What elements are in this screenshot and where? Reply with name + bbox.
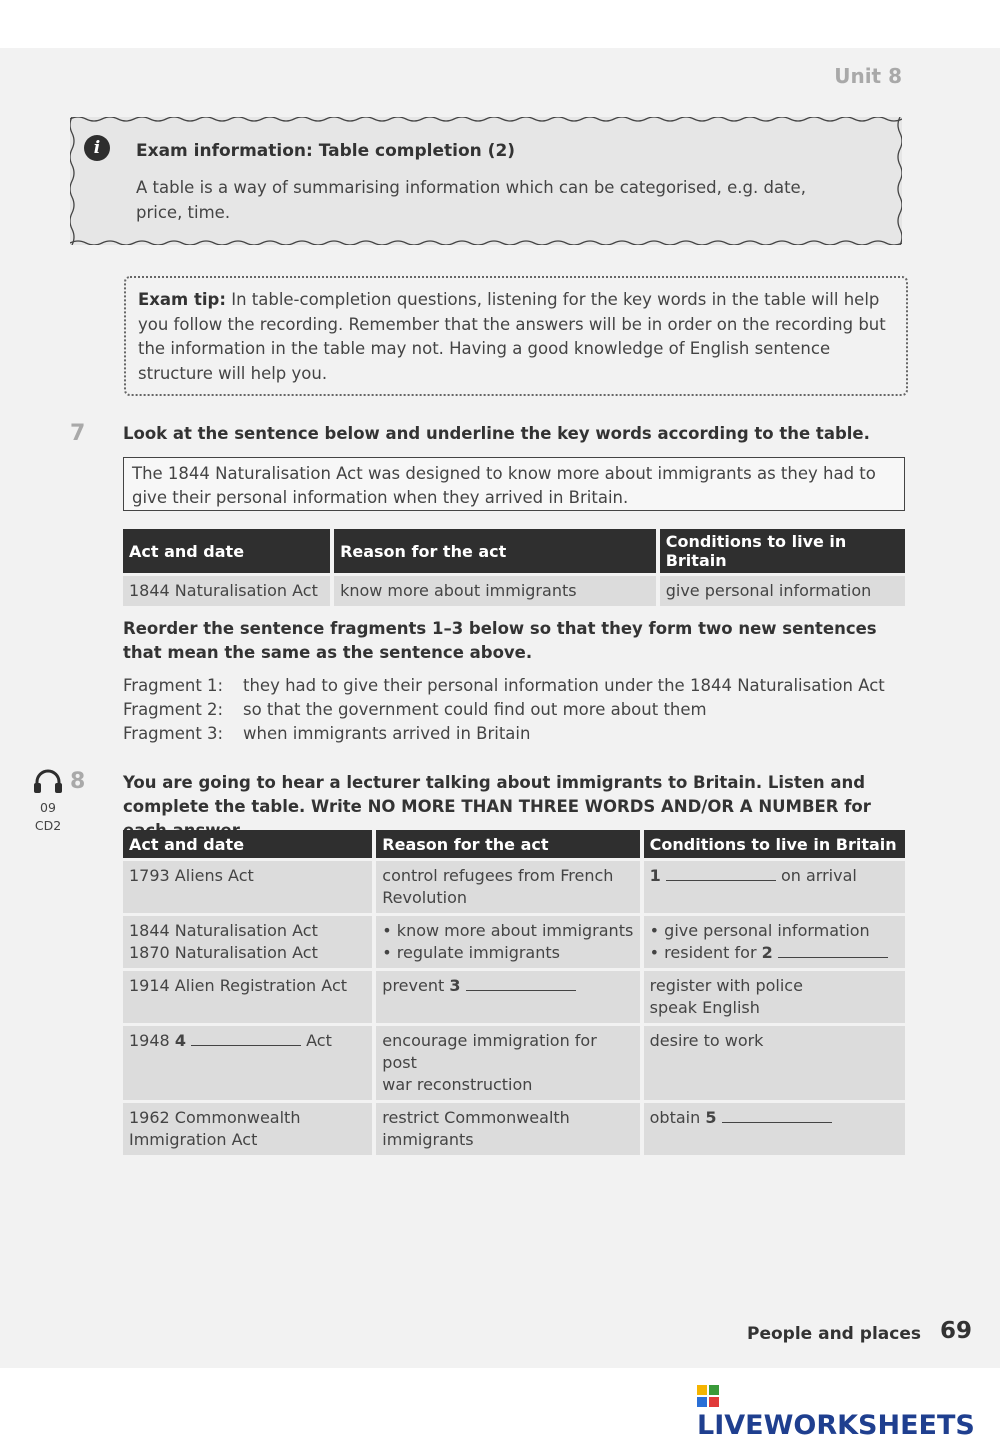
gap-number-1: 1 xyxy=(649,866,661,885)
table-row xyxy=(123,573,905,606)
gap-number-4: 4 xyxy=(174,1031,186,1050)
example-sentence-box: The 1844 Naturalisation Act was designed to know more about immigrants as they had to give their personal information when they arrived in Britain. xyxy=(123,457,905,511)
question-8-instruction: You are going to hear a lecturer talking about immigrants to Britain. Listen and complete the table. Write NO MORE THAN THREE WORDS AND/OR A NUMBER for xyxy=(123,773,871,816)
cd-label: CD2 xyxy=(34,818,62,833)
audio-track[interactable] xyxy=(28,768,68,835)
cell-conditions xyxy=(644,913,905,968)
q8-header-act: Act and date xyxy=(123,830,372,858)
cell-act xyxy=(123,913,372,968)
act-text: 1962 Commonwealth xyxy=(129,1108,301,1127)
question-7-instruction: Look at the sentence below and underline the key words according to the table. xyxy=(123,424,870,443)
liveworksheets-brand[interactable] xyxy=(697,1379,1000,1441)
fragment-2-text: so that the government could find out more about them xyxy=(243,700,707,719)
cell-act xyxy=(123,1023,372,1100)
answer-blank-4[interactable] xyxy=(191,1031,301,1046)
fragment-3 xyxy=(123,722,530,746)
cell-reason xyxy=(376,858,639,913)
exam-info-title: Exam information: Table completion (2) xyxy=(136,141,516,161)
table-row xyxy=(123,858,905,913)
cell-act xyxy=(123,858,372,913)
table-row xyxy=(123,913,905,968)
cell-conditions xyxy=(644,1023,905,1100)
question-8-number: 8 xyxy=(70,769,86,794)
reorder-instruction: Reorder the sentence fragments 1–3 below so that they form two new sentences that mean the same as the sentence above. xyxy=(123,619,877,662)
exam-tip-label: Exam tip: xyxy=(138,290,226,309)
answer-blank-5[interactable] xyxy=(722,1108,832,1123)
liveworksheets-logo-icon xyxy=(697,1385,719,1407)
table-row xyxy=(123,1023,905,1100)
reason-text: control refugees from French xyxy=(382,866,614,885)
track-number: 09 xyxy=(40,800,56,815)
q7-header-reason: Reason for the act xyxy=(334,529,656,573)
conditions-text: register with police xyxy=(649,976,803,995)
q8-header-conditions: Conditions to live in Britain xyxy=(644,830,905,858)
act-text: 1793 Aliens Act xyxy=(129,866,254,885)
fragment-3-text: when immigrants arrived in Britain xyxy=(243,724,531,743)
cell-reason xyxy=(376,913,639,968)
act-text: Immigration Act xyxy=(129,1130,258,1149)
cell-act xyxy=(123,968,372,1023)
exam-tip-box xyxy=(124,276,908,396)
info-icon: i xyxy=(84,135,110,161)
exam-tip-body: In table-completion questions, listening for the key words in the table will help you follow the recording. Remember that the answers will be in order on the recording but the information in the table may not. Having a good knowledge of English sentence structure will help you. xyxy=(138,290,886,383)
fragment-1-label: Fragment 1: xyxy=(123,676,224,695)
gap-number-3: 3 xyxy=(449,976,461,995)
fragment-3-label: Fragment 3: xyxy=(123,724,224,743)
gap-number-5: 5 xyxy=(705,1108,717,1127)
brand-text: LIVEWORKSHEETS xyxy=(697,1410,975,1441)
reason-text: restrict Commonwealth xyxy=(382,1108,570,1127)
table-row xyxy=(123,968,905,1023)
act-text: Act xyxy=(306,1031,332,1050)
page-number: 69 xyxy=(940,1318,973,1344)
unit-label: Unit 8 xyxy=(834,64,902,88)
act-text: 1914 Alien Registration Act xyxy=(129,976,348,995)
cell-conditions xyxy=(644,968,905,1023)
q7-header-act: Act and date xyxy=(123,529,330,573)
cell-conditions xyxy=(644,1100,905,1155)
gap-number-2: 2 xyxy=(761,943,773,962)
reason-text: prevent xyxy=(382,976,445,995)
conditions-text: speak English xyxy=(649,998,760,1017)
answer-blank-1[interactable] xyxy=(666,866,776,881)
fragment-2 xyxy=(123,698,707,722)
q7-table xyxy=(119,529,909,606)
act-text: 1948 xyxy=(129,1031,170,1050)
exam-info-box xyxy=(70,117,902,245)
act-text: 1844 Naturalisation Act xyxy=(129,921,318,940)
conditions-text: • resident for xyxy=(649,943,757,962)
answer-blank-2[interactable] xyxy=(778,943,888,958)
footer-section-title: People and places xyxy=(747,1324,921,1344)
conditions-text: obtain xyxy=(649,1108,701,1127)
q7-cell-act: 1844 Naturalisation Act xyxy=(123,573,330,606)
conditions-text: desire to work xyxy=(649,1031,764,1050)
q7-header-conditions: Conditions to live in Britain xyxy=(660,529,905,573)
fragment-1-text: they had to give their personal information under the 1844 Naturalisation Act xyxy=(243,676,885,695)
q7-cell-reason: know more about immigrants xyxy=(334,573,656,606)
reason-text: war reconstruction xyxy=(382,1075,533,1094)
headphones-icon xyxy=(33,768,63,794)
question-7-number: 7 xyxy=(70,421,86,446)
conditions-text: • give personal information xyxy=(649,921,870,940)
fragment-1 xyxy=(123,674,885,698)
conditions-text: on arrival xyxy=(780,866,857,885)
cell-reason xyxy=(376,968,639,1023)
exam-info-body: A table is a way of summarising information which can be categorised, e.g. date, price, time. xyxy=(136,178,806,222)
reason-text: • know more about immigrants xyxy=(382,921,634,940)
reason-text: immigrants xyxy=(382,1130,474,1149)
table-row xyxy=(123,1100,905,1155)
cell-reason xyxy=(376,1100,639,1155)
q7-cell-conditions: give personal information xyxy=(660,573,905,606)
fragment-2-label: Fragment 2: xyxy=(123,700,224,719)
q8-table xyxy=(119,830,909,1155)
answer-blank-3[interactable] xyxy=(466,976,576,991)
q8-header-reason: Reason for the act xyxy=(376,830,639,858)
reason-text: • regulate immigrants xyxy=(382,943,560,962)
act-text: 1870 Naturalisation Act xyxy=(129,943,318,962)
reason-text: encourage immigration for post xyxy=(382,1031,597,1072)
reason-text: Revolution xyxy=(382,888,468,907)
cell-act xyxy=(123,1100,372,1155)
cell-reason xyxy=(376,1023,639,1100)
cell-conditions xyxy=(644,858,905,913)
